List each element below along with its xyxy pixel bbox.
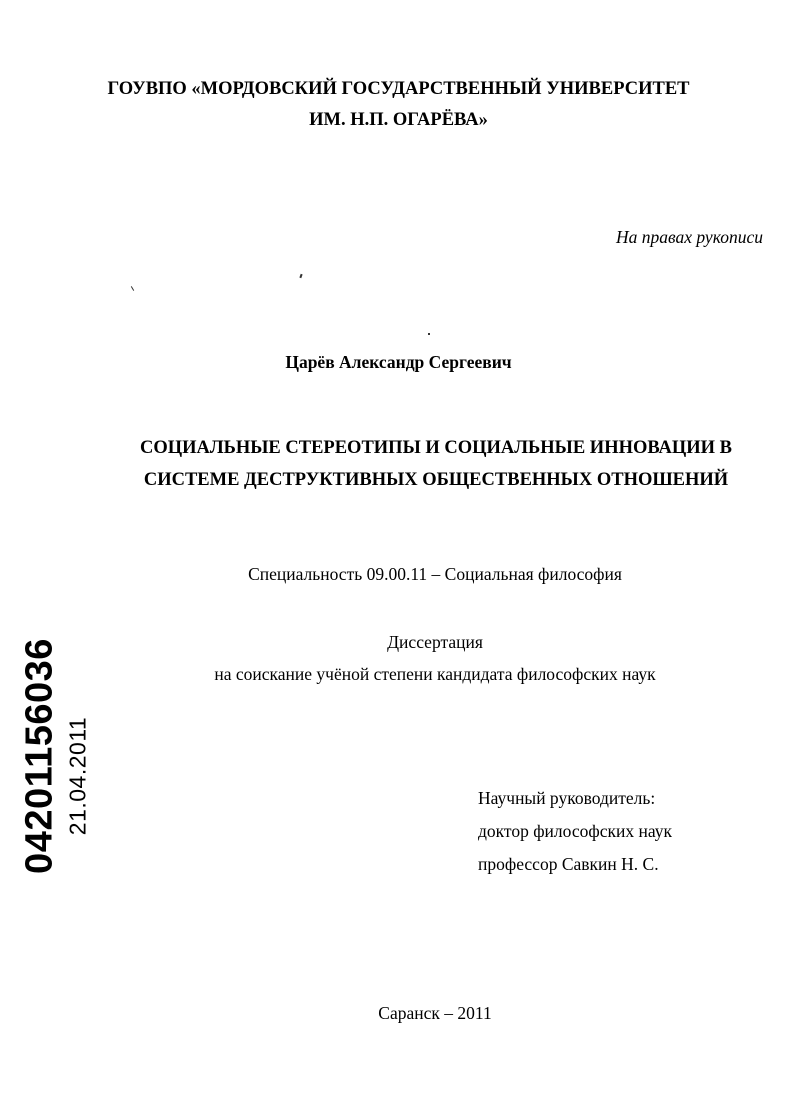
archive-stamp-date: 21.04.2011 — [64, 716, 91, 836]
speck — [428, 333, 430, 335]
dissertation-title — [0, 432, 797, 496]
manuscript-note: На правах рукописи — [616, 227, 763, 247]
author-name: Царёв Александр Сергеевич — [285, 352, 512, 372]
specialty: Специальность 09.00.11 – Социальная философия — [248, 564, 622, 584]
degree-statement — [0, 626, 797, 690]
speck — [299, 274, 302, 278]
degree-description: на соискание учёной степени кандидата философских наук — [214, 664, 656, 684]
supervisor-name: профессор Савкин Н. С. — [478, 854, 659, 874]
speck — [131, 286, 134, 291]
supervisor-label: Научный руководитель: — [478, 788, 656, 808]
place-and-year: Саранск – 2011 — [378, 1003, 492, 1023]
dissertation-title-line-2: СИСТЕМЕ ДЕСТРУКТИВНЫХ ОБЩЕСТВЕННЫХ ОТНОШЕНИЙ — [143, 470, 729, 490]
dissertation-title-line-1: СОЦИАЛЬНЫЕ СТЕРЕОТИПЫ И СОЦИАЛЬНЫЕ ИННОВАЦИИ В — [139, 438, 733, 458]
degree-type: Диссертация — [387, 632, 483, 652]
university-header-line-1: ГОУВПО «МОРДОВСКИЙ ГОСУДАРСТВЕННЫЙ УНИВЕРСИТЕТ — [107, 79, 690, 99]
university-header — [0, 74, 797, 136]
supervisor-degree: доктор философских наук — [478, 821, 672, 841]
university-header-line-2: ИМ. Н.П. ОГАРЁВА» — [309, 110, 488, 130]
supervisor-block — [478, 782, 672, 881]
archive-stamp-number: 04201156036 — [18, 638, 61, 874]
